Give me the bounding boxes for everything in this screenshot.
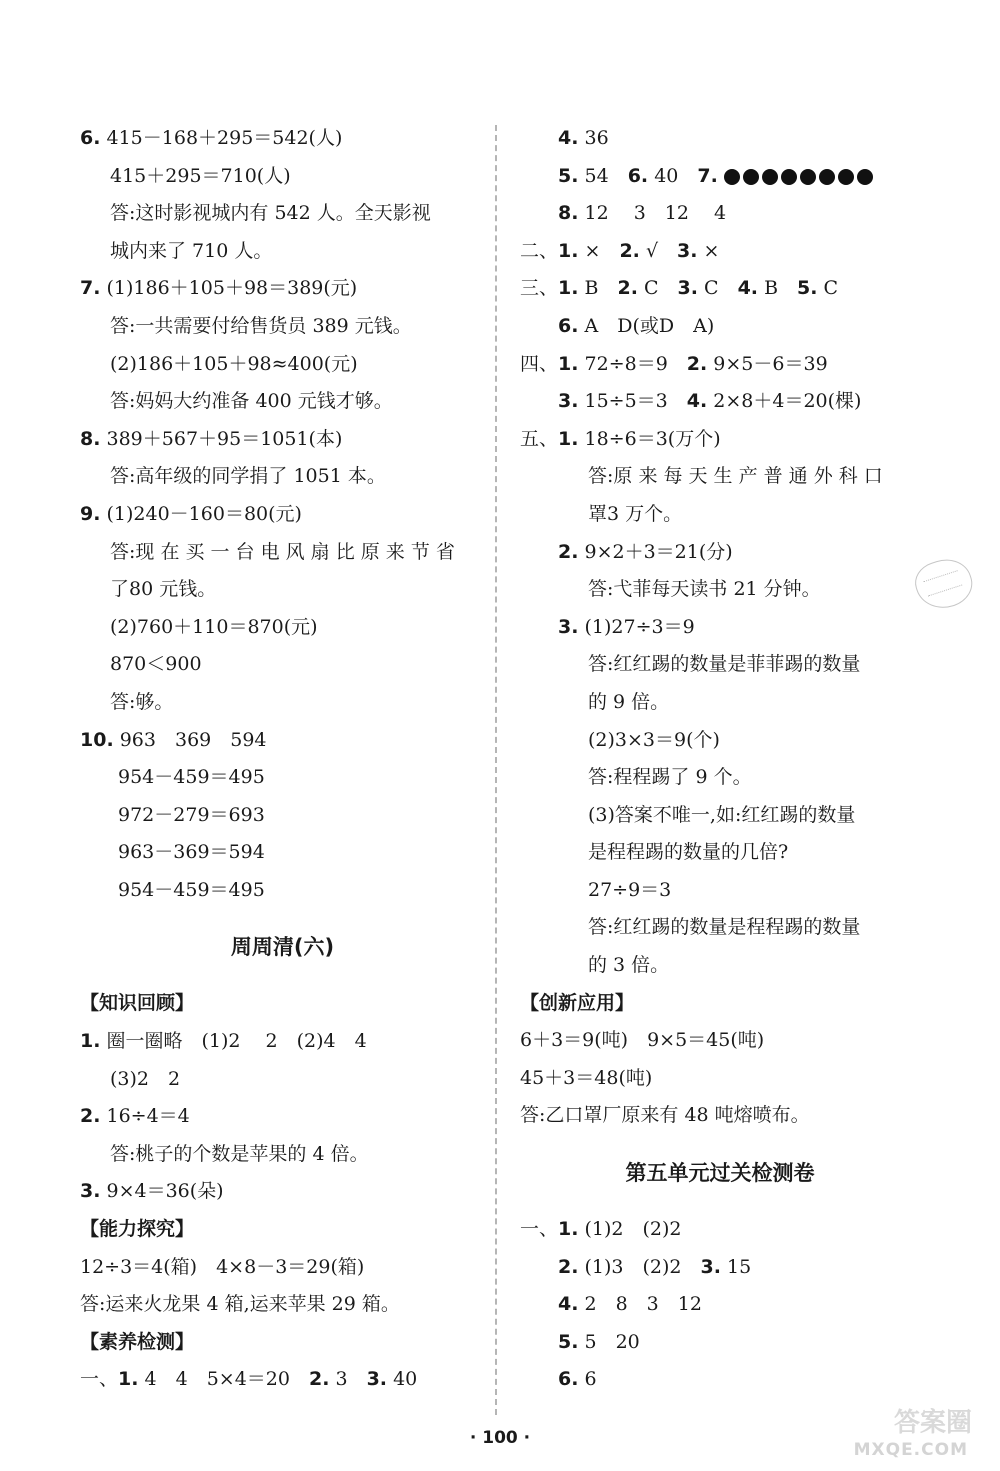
watermark-url: MXQE.COM — [853, 1440, 968, 1460]
k1-line1: 1. 圈一圈略 (1)2 2 (2)4 4 — [80, 1030, 367, 1053]
section-title-weekly: 周周清(六) — [230, 935, 335, 960]
part5-answer3c: 答:程程踢了 9 个。 — [588, 766, 752, 789]
q7-line2: (2)186＋105＋98≈400(元) — [110, 352, 358, 375]
k3-line1: 3. 9×4＝36(朵) — [80, 1180, 224, 1203]
unit-line2: 2. (1)3 (2)2 3. 15 — [558, 1255, 752, 1278]
part5-line1: 五、1. 18÷6＝3(万个) — [520, 427, 721, 450]
ability-line1: 12÷3＝4(箱) 4×8－3＝29(箱) — [80, 1255, 365, 1278]
part4-line1: 四、1. 72÷8＝9 2. 9×5－6＝39 — [520, 352, 828, 375]
q10-line3: 972－279＝693 — [118, 803, 265, 826]
unit-line1: 一、1. (1)2 (2)2 — [520, 1218, 682, 1241]
q10-line5: 954－459＝495 — [118, 878, 265, 901]
q6-line2: 415＋295＝710(人) — [110, 164, 291, 187]
q8-line1: 8. 389＋567＋95＝1051(本) — [80, 427, 343, 450]
page-number: · 100 · — [469, 1428, 531, 1448]
literacy-line1: 一、1. 4 4 5×4＝20 2. 3 3. 40 — [80, 1368, 418, 1391]
part5-line3d: 是程程踢的数量的几倍? — [588, 841, 789, 864]
knowledge-header: 【知识回顾】 — [80, 992, 195, 1015]
left-column — [80, 120, 485, 1399]
part5-answer2: 答:弋菲每天读书 21 分钟。 — [588, 578, 821, 601]
r5-line: 5. 54 6. 40 7. — [520, 158, 920, 196]
ability-header: 【能力探究】 — [80, 1218, 195, 1241]
ability-answer: 答:运来火龙果 4 箱,运来苹果 29 箱。 — [80, 1293, 400, 1316]
unit-line3: 4. 2 8 3 12 — [558, 1293, 702, 1316]
innovation-line1: 6＋3＝9(吨) 9×5＝45(吨) — [520, 1029, 765, 1052]
part5-line3: 3. (1)27÷3＝9 — [558, 615, 695, 638]
part5-answer3d: 答:红红踢的数量是程程踢的数量 — [588, 916, 861, 939]
part5-answer1: 答:原 来 每 天 生 产 普 通 外 科 口 — [588, 465, 883, 488]
stamp-mark — [910, 553, 978, 616]
unit-line4: 5. 5 20 — [558, 1330, 640, 1353]
part5-line3e: 27÷9＝3 — [588, 878, 672, 901]
r8-line: 8. 12 3 12 4 — [558, 202, 727, 225]
part3-line1: 三、1. B 2. C 3. C 4. B 5. C — [520, 277, 839, 300]
q6-line1: 6. 415－168＋295＝542(人) — [80, 127, 343, 149]
column-divider — [495, 125, 497, 1415]
part3-line2: 6. A D(或D A) — [558, 314, 715, 337]
part5-answer1-cont: 罩3 万个。 — [588, 502, 683, 525]
q6-answer: 答:这时影视城内有 542 人。全天影视 — [110, 202, 431, 225]
q6-answer-cont: 城内来了 710 人。 — [110, 239, 273, 262]
part5-line3b: (2)3×3＝9(个) — [588, 728, 720, 751]
k1-line2: (3)2 2 — [110, 1067, 181, 1090]
q7-answer1: 答:一共需要付给售货员 389 元钱。 — [110, 314, 412, 337]
dots-answer — [724, 158, 876, 195]
part2-line: 二、1. × 2. √ 3. × — [520, 239, 720, 262]
q9-line3: 870＜900 — [110, 653, 202, 676]
part5-line3c: (3)答案不唯一,如:红红踢的数量 — [588, 803, 856, 826]
k2-line1: 2. 16÷4＝4 — [80, 1105, 190, 1128]
q9-answer1: 答:现 在 买 一 台 电 风 扇 比 原 来 节 省 — [110, 540, 455, 563]
part5-answer3e: 的 3 倍。 — [588, 954, 670, 977]
innovation-header: 【创新应用】 — [520, 991, 635, 1014]
right-column — [520, 120, 920, 1399]
part5-answer3: 答:红红踢的数量是菲菲踢的数量 — [588, 653, 861, 676]
q7-answer2: 答:妈妈大约准备 400 元钱才够。 — [110, 390, 393, 413]
q10-line1: 10. 963 369 594 — [80, 728, 267, 751]
q9-answer2: 答:够。 — [110, 690, 174, 713]
q10-line2: 954－459＝495 — [118, 766, 265, 789]
part5-answer3-cont: 的 9 倍。 — [588, 690, 670, 713]
q8-answer: 答:高年级的同学捐了 1051 本。 — [110, 465, 386, 488]
r4-line: 4. 36 — [558, 127, 609, 149]
innovation-line2: 45＋3＝48(吨) — [520, 1066, 653, 1089]
q7-line1: 7. (1)186＋105＋98＝389(元) — [80, 277, 358, 300]
literacy-header: 【素养检测】 — [80, 1330, 195, 1353]
part4-line2: 3. 15÷5＝3 4. 2×8＋4＝20(棵) — [558, 390, 862, 413]
innovation-answer: 答:乙口罩厂原来有 48 吨熔喷布。 — [520, 1104, 810, 1127]
watermark-logo: 答案圈 — [893, 1408, 972, 1438]
section-title-unit: 第五单元过关检测卷 — [625, 1161, 815, 1186]
k2-answer: 答:桃子的个数是苹果的 4 倍。 — [110, 1142, 369, 1165]
q9-line2: (2)760＋110＝870(元) — [110, 615, 318, 638]
q10-line4: 963－369＝594 — [118, 841, 265, 864]
q9-line1: 9. (1)240－160＝80(元) — [80, 502, 302, 525]
q9-answer1-cont: 了80 元钱。 — [110, 578, 217, 601]
unit-line5: 6. 6 — [558, 1368, 597, 1391]
part5-line2: 2. 9×2＋3＝21(分) — [558, 540, 733, 563]
